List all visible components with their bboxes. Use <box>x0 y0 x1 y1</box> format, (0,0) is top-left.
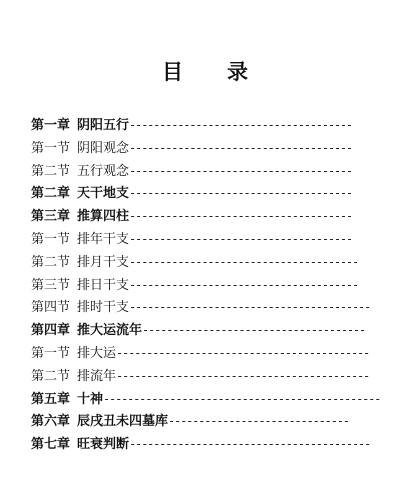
toc-entry-number: 第一章 <box>31 118 71 133</box>
toc-entry-title: 排流年 <box>77 368 117 384</box>
toc-entry-title: 五行观念 <box>77 163 130 179</box>
toc-entry-title: 排大运 <box>77 345 117 361</box>
toc-entry-number: 第二章 <box>31 186 71 202</box>
toc-entry-number: 第一节 <box>31 140 71 156</box>
toc-entry-title: 排年干支 <box>77 231 130 247</box>
toc-entry-leader: ---------------------------------------- <box>129 437 371 452</box>
toc-entry-title: 天干地支 <box>77 186 130 202</box>
toc-entry-leader: ------------------------------------- <box>129 186 352 201</box>
toc-entry-leader: ------------------------------------- <box>129 118 352 132</box>
toc-entry-leader: ------------------------------ <box>168 414 349 429</box>
toc-section-entry[interactable] <box>31 274 380 297</box>
toc-entry-title: 十神 <box>77 391 104 407</box>
toc-entry-number: 第二节 <box>31 254 71 270</box>
toc-entry-number: 第一节 <box>31 231 71 247</box>
toc-section-entry[interactable] <box>31 137 380 160</box>
toc-entry-leader: ------------------------------------------ <box>116 345 370 360</box>
toc-section-entry[interactable] <box>31 228 380 251</box>
toc-entry-leader: ---------------------------------------- <box>129 300 371 315</box>
toc-entry-number: 第二节 <box>31 163 71 179</box>
toc-entry-title: 排月干支 <box>77 254 130 270</box>
toc-chapter-entry[interactable] <box>31 319 380 342</box>
toc-entry-number: 第三章 <box>31 209 71 225</box>
toc-entry-leader: -------------------------------------- <box>129 277 358 292</box>
toc-entry-title: 排时干支 <box>77 300 130 316</box>
toc-entry-leader: ------------------------------------- <box>129 140 352 155</box>
toc-section-entry[interactable] <box>31 365 380 388</box>
toc-chapter-entry[interactable] <box>31 182 380 205</box>
toc-entry-leader: ------------------------------------- <box>129 209 352 224</box>
toc-entry-leader: ---------------------------------------------- <box>103 391 381 406</box>
toc-section-entry[interactable] <box>31 160 380 183</box>
toc-title-char-1: 目 <box>162 60 183 84</box>
toc-chapter-entry[interactable] <box>31 114 380 137</box>
toc-entry-title: 推算四柱 <box>77 209 130 225</box>
toc-entry-number: 第五章 <box>31 391 71 407</box>
toc-chapter-entry[interactable] <box>31 388 380 411</box>
toc-entry-number: 第四节 <box>31 300 71 316</box>
toc-entry-title: 推大运流年 <box>77 323 143 339</box>
toc-chapter-entry[interactable] <box>31 433 380 456</box>
toc-entry-number: 第一节 <box>31 345 71 361</box>
toc-entry-number: 第四章 <box>31 323 71 339</box>
toc-entry-number: 第七章 <box>31 437 71 453</box>
toc-entry-title: 阴阳观念 <box>77 140 130 156</box>
toc-entry-title: 辰戌丑未四墓库 <box>77 414 169 430</box>
toc-entry-leader: ------------------------------------- <box>129 231 352 246</box>
toc-entry-leader: ------------------------------------- <box>142 323 365 338</box>
toc-chapter-entry[interactable] <box>31 205 380 228</box>
toc-entry-leader: ------------------------------------------ <box>116 368 370 383</box>
toc-title <box>0 56 410 86</box>
toc-entry-leader: -------------------------------------- <box>129 254 358 269</box>
toc-entry-number: 第六章 <box>31 414 71 430</box>
toc-chapter-entry[interactable] <box>31 410 380 433</box>
toc-entry-number: 第三节 <box>31 277 71 293</box>
toc-entry-title: 排日干支 <box>77 277 130 293</box>
toc-entry-leader: ------------------------------------- <box>129 163 352 178</box>
toc-title-char-2: 录 <box>227 60 248 84</box>
toc-section-entry[interactable] <box>31 342 380 365</box>
table-of-contents <box>31 114 380 456</box>
toc-section-entry[interactable] <box>31 296 380 319</box>
toc-entry-number: 第二节 <box>31 368 71 384</box>
toc-section-entry[interactable] <box>31 251 380 274</box>
toc-entry-title: 阴阳五行 <box>77 118 130 133</box>
toc-entry-title: 旺衰判断 <box>77 437 130 453</box>
